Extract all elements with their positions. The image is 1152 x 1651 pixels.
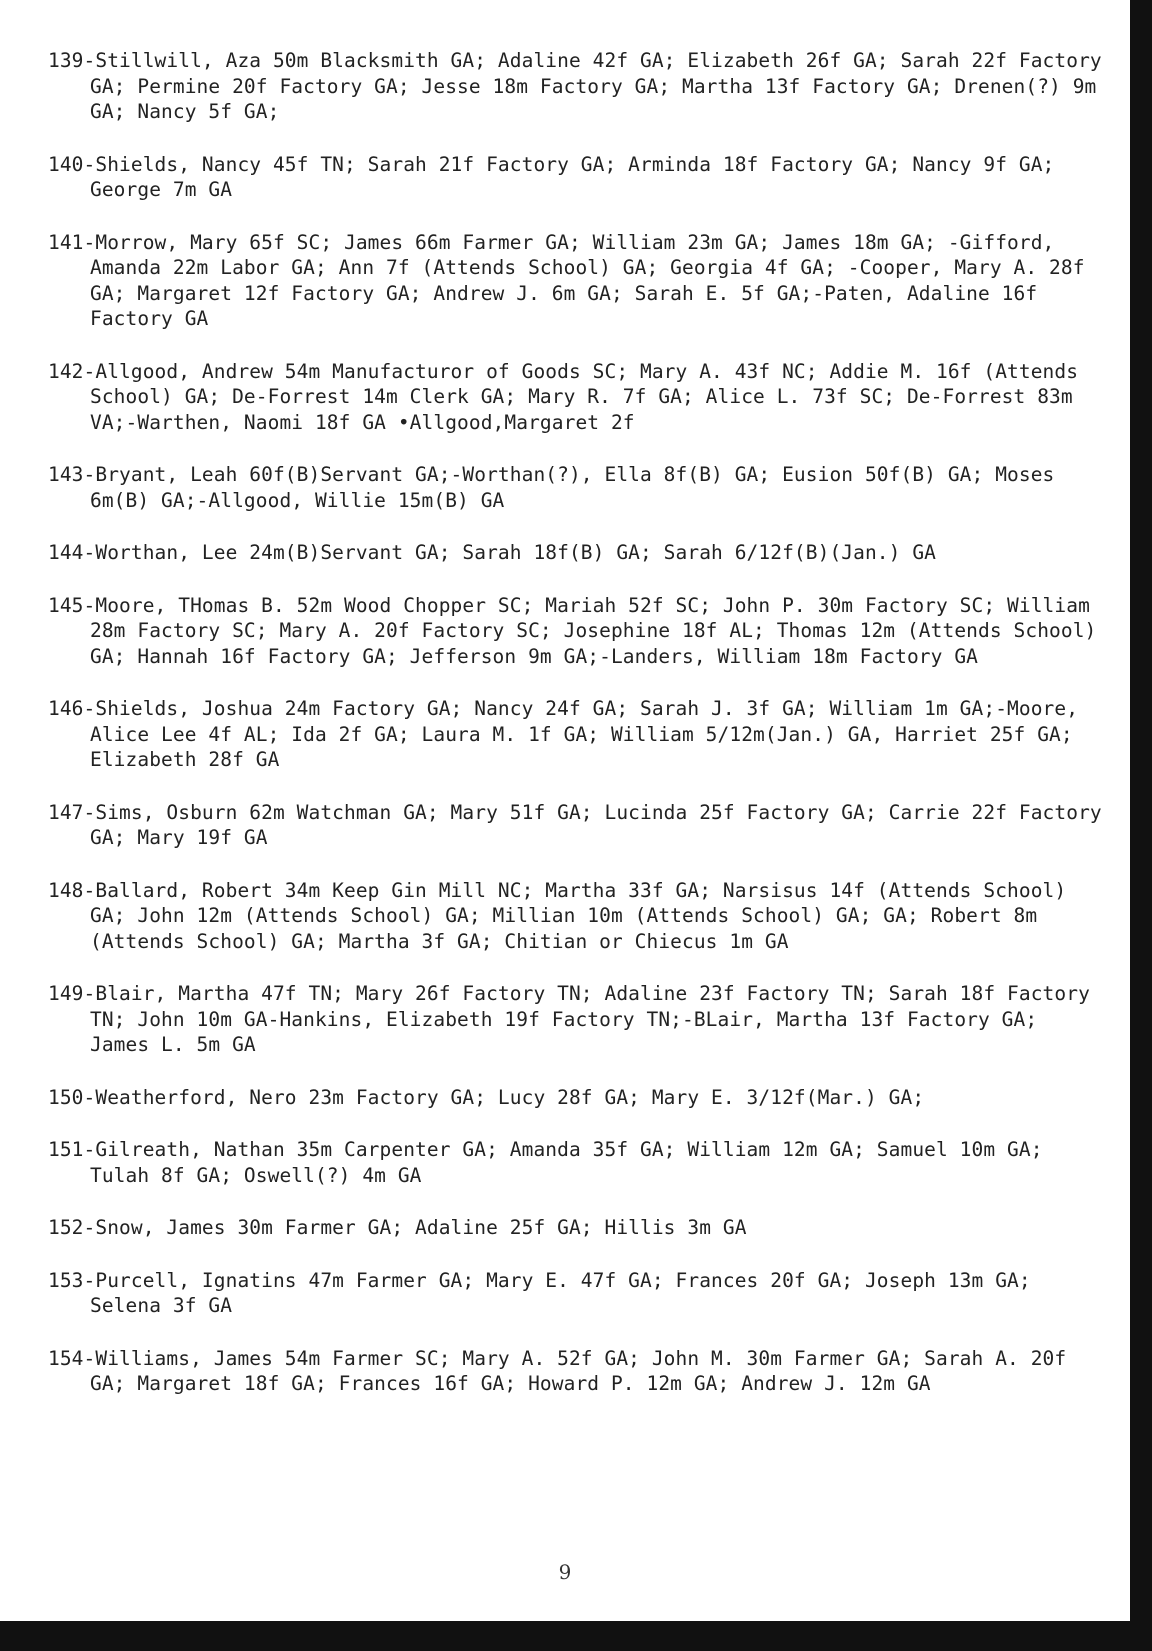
page-number: 9: [558, 1560, 572, 1584]
household-entry: 153-Purcell, Ignatins 47m Farmer GA; Mary E. 47f GA; Frances 20f GA; Joseph 13m GA; Selena 3f GA: [48, 1268, 1031, 1317]
household-entry: 140-Shields, Nancy 45f TN; Sarah 21f Factory GA; Arminda 18f Factory GA; Nancy 9f GA; George 7m GA: [48, 152, 1055, 201]
household-entry: 148-Ballard, Robert 34m Keep Gin Mill NC; Martha 33f GA; Narsisus 14f (Attends School) GA; John 12m (Attends School) GA; Millian 10m (Attends School) GA; GA; Robert 8m (Attends School) GA; Martha 3f GA; Chitian or Chiecus 1m GA: [48, 878, 1067, 953]
household-entry: 151-Gilreath, Nathan 35m Carpenter GA; Amanda 35f GA; William 12m GA; Samuel 10m GA; Tulah 8f GA; Oswell(?) 4m GA: [48, 1138, 1043, 1187]
household-entry: 144-Worthan, Lee 24m(B)Servant GA; Sarah 18f(B) GA; Sarah 6/12f(B)(Jan.) GA: [48, 541, 936, 564]
household-entry: 147-Sims, Osburn 62m Watchman GA; Mary 51f GA; Lucinda 25f Factory GA; Carrie 22f Factory GA; Mary 19f GA: [48, 800, 1102, 849]
household-entry: 154-Williams, James 54m Farmer SC; Mary A. 52f GA; John M. 30m Farmer GA; Sarah A. 20f GA; Margaret 18f GA; Frances 16f GA; Howard P. 12m GA; Andrew J. 12m GA: [48, 1346, 1067, 1395]
household-entry: 143-Bryant, Leah 60f(B)Servant GA;-Worthan(?), Ella 8f(B) GA; Eusion 50f(B) GA; Moses 6m(B) GA;-Allgood, Willie 15m(B) GA: [48, 463, 1055, 512]
household-entry: 139-Stillwill, Aza 50m Blacksmith GA; Adaline 42f GA; Elizabeth 26f GA; Sarah 22f Factory GA; Permine 20f Factory GA; Jesse 18m Factory GA; Martha 13f Factory GA; Drenen(?) 9m GA; Nancy 5f GA;: [48, 49, 1102, 123]
household-entry: 146-Shields, Joshua 24m Factory GA; Nancy 24f GA; Sarah J. 3f GA; William 1m GA;-Moore, Alice Lee 4f AL; Ida 2f GA; Laura M. 1f GA; William 5/12m(Jan.) GA, Harriet 25f GA; Elizabeth 28f GA: [48, 697, 1079, 771]
household-entry: 149-Blair, Martha 47f TN; Mary 26f Factory TN; Adaline 23f Factory TN; Sarah 18f Factory TN; John 10m GA-Hankins, Elizabeth 19f Factory TN;-BLair, Martha 13f Factory GA; James L. 5m GA: [48, 982, 1090, 1056]
household-entry: 152-Snow, James 30m Farmer GA; Adaline 25f GA; Hillis 3m GA: [48, 1216, 747, 1239]
household-list: [48, 48, 1108, 1424]
scan-border-right: [1130, 0, 1152, 1651]
household-entry: 150-Weatherford, Nero 23m Factory GA; Lucy 28f GA; Mary E. 3/12f(Mar.) GA;: [48, 1085, 925, 1109]
household-entry: 145-Moore, THomas B. 52m Wood Chopper SC; Mariah 52f SC; John P. 30m Factory SC; William 28m Factory SC; Mary A. 20f Factory SC; Josephine 18f AL; Thomas 12m (Attends School) GA; Hannah 16f Factory GA; Jefferson 9m GA;-Landers, William 18m Factory GA: [48, 593, 1097, 668]
household-entry: 141-Morrow, Mary 65f SC; James 66m Farmer GA; William 23m GA; James 18m GA; -Gifford, Amanda 22m Labor GA; Ann 7f (Attends School) GA; Georgia 4f GA; -Cooper, Mary A. 28f GA; Margaret 12f Factory GA; Andrew J. 6m GA; Sarah E. 5f GA;-Paten, Adaline 16f Factory GA: [48, 230, 1085, 330]
household-entry: 142-Allgood, Andrew 54m Manufacturor of Goods SC; Mary A. 43f NC; Addie M. 16f (Attends School) GA; De-Forrest 14m Clerk GA; Mary R. 7f GA; Alice L. 73f SC; De-Forrest 83m VA;-Warthen, Naomi 18f GA •Allgood,Margaret 2f: [48, 359, 1079, 434]
scan-border-bottom: [0, 1621, 1152, 1651]
